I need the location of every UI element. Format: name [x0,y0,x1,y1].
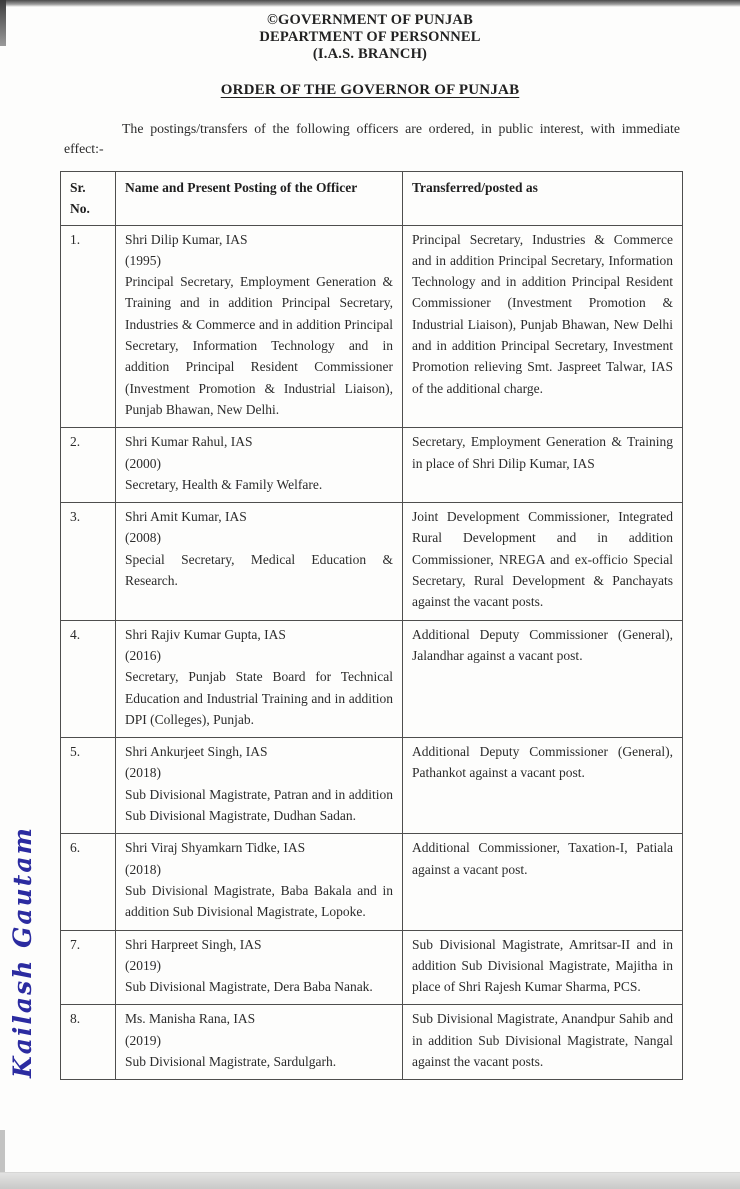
table-header-row [61,172,683,226]
scan-edge-top [0,0,740,7]
row-serial: 8. [61,1005,116,1080]
table-row [61,225,683,428]
officer-present-posting: Principal Secretary, Employment Generation & Training and in addition Principal Secretary, Industries & Commerce and in addition Principal Secretary, Information Technology and in addition Principal Resident Commissioner (Investment Promotion & Industrial Liaison), Punjab Bhawan, New Delhi. [125,274,393,417]
officer-batch-year: (2008) [125,530,161,546]
officer-name: Shri Dilip Kumar, IAS [125,231,248,247]
officer-batch-year: (2000) [125,455,161,471]
row-serial: 1. [61,225,116,428]
transferred-posting-cell: Principal Secretary, Industries & Commerce and in addition Principal Secretary, Information Technology and in addition Principal Resident Commissioner (Investment Promotion & Industrial Liaison), Punjab Bhawan, New Delhi and in addition Principal Secretary, Investment Promotion relieving Smt. Jaspreet Talwar, IAS of the additional charge. [403,225,683,428]
officer-present-posting: Sub Divisional Magistrate, Dera Baba Nanak. [125,979,373,995]
table-body [61,225,683,1080]
table-row [61,1005,683,1080]
officer-name: Shri Kumar Rahul, IAS [125,434,253,450]
officer-cell [116,930,403,1005]
row-serial: 6. [61,834,116,930]
handwritten-signature: Kailash Gautam [8,826,37,1078]
scan-edge-left [0,0,6,46]
officer-name: Ms. Manisha Rana, IAS [125,1011,256,1027]
scan-edge-left-bottom [0,1130,5,1176]
col-header-name-posting: Name and Present Posting of the Officer [116,172,403,226]
row-serial: 4. [61,620,116,737]
table-row [61,738,683,834]
government-line: ©GOVERNMENT OF PUNJAB [267,12,473,28]
row-serial: 7. [61,930,116,1005]
officer-present-posting: Secretary, Punjab State Board for Technical Education and Industrial Training and in addition DPI (Colleges), Punjab. [125,669,393,727]
officer-batch-year: (2016) [125,647,161,663]
officer-cell [116,225,403,428]
intro-paragraph: The postings/transfers of the following officers are ordered, in public interest, with immediate effect:- [64,121,680,156]
transferred-posting-cell: Sub Divisional Magistrate, Amritsar-II and in addition Sub Divisional Magistrate, Majitha in place of Shri Rajesh Kumar Sharma, PCS. [403,930,683,1005]
order-title: ORDER OF THE GOVERNOR OF PUNJAB [220,82,520,98]
officer-name: Shri Harpreet Singh, IAS [125,936,262,952]
officer-name: Shri Viraj Shyamkarn Tidke, IAS [125,840,306,856]
officer-present-posting: Sub Divisional Magistrate, Patran and in addition Sub Divisional Magistrate, Dudhan Sadan. [125,786,393,824]
officer-batch-year: (2018) [125,765,161,781]
officer-name: Shri Amit Kumar, IAS [125,509,247,525]
department-line: DEPARTMENT OF PERSONNEL [259,29,481,45]
officer-cell [116,503,403,620]
transferred-posting-cell: Additional Deputy Commissioner (General), Pathankot against a vacant post. [403,738,683,834]
table-row [61,834,683,930]
table-row [61,428,683,503]
branch-line: (I.A.S. BRANCH) [312,46,428,62]
officer-cell [116,738,403,834]
col-header-transferred: Transferred/posted as [403,172,683,226]
row-serial: 5. [61,738,116,834]
table-row [61,503,683,620]
row-serial: 3. [61,503,116,620]
transfer-table [60,171,683,1080]
officer-present-posting: Special Secretary, Medical Education & Research. [125,551,393,589]
officer-batch-year: (2019) [125,957,161,973]
officer-name: Shri Ankurjeet Singh, IAS [125,744,268,760]
officer-batch-year: (2019) [125,1032,161,1048]
row-serial: 2. [61,428,116,503]
officer-present-posting: Secretary, Health & Family Welfare. [125,476,323,492]
officer-cell [116,834,403,930]
table-row [61,930,683,1005]
transferred-posting-cell: Additional Deputy Commissioner (General), Jalandhar against a vacant post. [403,620,683,737]
table-row [61,620,683,737]
transferred-posting-cell: Sub Divisional Magistrate, Anandpur Sahib and in addition Sub Divisional Magistrate, Nangal against the vacant posts. [403,1005,683,1080]
officer-batch-year: (2018) [125,861,161,877]
officer-cell [116,428,403,503]
scan-edge-bottom [0,1172,740,1189]
col-header-sr-no: Sr. No. [61,172,116,226]
officer-cell [116,1005,403,1080]
transferred-posting-cell: Secretary, Employment Generation & Training in place of Shri Dilip Kumar, IAS [403,428,683,503]
transferred-posting-cell: Joint Development Commissioner, Integrated Rural Development and in addition Commissioner, NREGA and ex-officio Special Secretary, Rural Development & Panchayats against the vacant posts. [403,503,683,620]
transferred-posting-cell: Additional Commissioner, Taxation-I, Patiala against a vacant post. [403,834,683,930]
officer-name: Shri Rajiv Kumar Gupta, IAS [125,626,286,642]
document-header [0,0,740,63]
officer-present-posting: Sub Divisional Magistrate, Sardulgarh. [125,1053,337,1069]
officer-present-posting: Sub Divisional Magistrate, Baba Bakala and in addition Sub Divisional Magistrate, Lopoke. [125,882,393,920]
officer-cell [116,620,403,737]
officer-batch-year: (1995) [125,252,161,268]
